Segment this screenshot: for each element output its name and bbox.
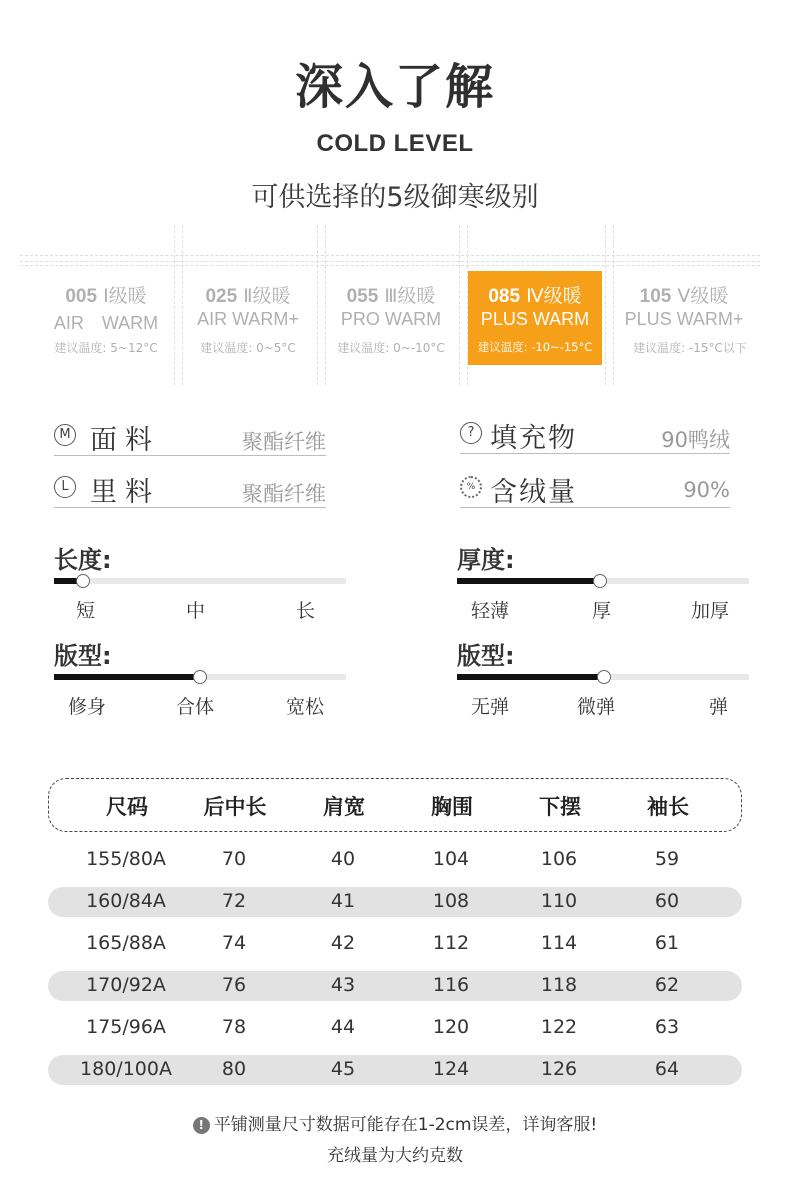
slider-title: 长度: — [54, 546, 112, 574]
header-cell: 袖长 — [647, 795, 689, 819]
table-cell: 155/80A — [86, 848, 166, 870]
table-cell: 175/96A — [86, 1016, 166, 1038]
table-cell: 180/100A — [80, 1058, 172, 1080]
slider-fill — [457, 674, 604, 680]
table-cell: 78 — [221, 1016, 247, 1038]
warmth-level-name: AIR WARM+ — [197, 309, 299, 329]
table-cell: 165/88A — [86, 932, 166, 954]
table-cell: 43 — [330, 974, 356, 996]
warmth-level-name: PLUS WARM+ — [624, 309, 744, 329]
thickness-slider[interactable] — [457, 540, 749, 630]
measurement-note — [0, 1110, 790, 1135]
header-cell: 胸围 — [431, 795, 473, 819]
fit-slider[interactable] — [54, 636, 346, 726]
warmth-level-card[interactable] — [36, 271, 176, 365]
fabric-value: 聚酯纤维 — [242, 430, 326, 454]
slider-track[interactable] — [54, 674, 346, 680]
table-cell: 160/84A — [86, 890, 166, 912]
table-cell: 126 — [540, 1058, 578, 1080]
band-divider — [20, 255, 760, 256]
warmth-level-card[interactable] — [614, 271, 754, 365]
lining-label: 里料 — [90, 477, 160, 508]
slider-knob[interactable] — [597, 670, 611, 684]
warmth-level-code: 085 Ⅳ级暖 — [488, 285, 582, 307]
band-divider — [20, 265, 760, 266]
header-cell: 肩宽 — [323, 795, 365, 819]
header-cell: 下摆 — [539, 795, 581, 819]
slider-title: 版型: — [457, 642, 515, 670]
warmth-level-name: AIR WARM — [53, 313, 159, 333]
warmth-level-band — [0, 225, 790, 385]
table-cell: 41 — [330, 890, 356, 912]
slider-tick-label: 修身 — [68, 696, 107, 718]
table-cell: 44 — [330, 1016, 356, 1038]
table-row — [48, 1013, 742, 1043]
slider-tick-label: 长 — [296, 600, 316, 622]
warmth-level-temp: 建议温度: 0~-10°C — [337, 341, 445, 355]
stretch-slider[interactable] — [457, 636, 749, 726]
table-cell: 124 — [432, 1058, 470, 1080]
down-content-value: 90% — [683, 478, 730, 502]
slider-tick-label: 加厚 — [691, 600, 730, 622]
warning-icon: ! — [193, 1117, 210, 1134]
header-cell: 后中长 — [203, 795, 267, 819]
warmth-level-card[interactable] — [321, 271, 461, 365]
table-cell: 110 — [540, 890, 578, 912]
slider-tick-label: 无弹 — [471, 696, 510, 718]
fill-weight-note: 充绒量为大约克数 — [327, 1146, 463, 1166]
table-cell: 116 — [432, 974, 470, 996]
table-cell: 76 — [221, 974, 247, 996]
table-cell: 120 — [432, 1016, 470, 1038]
table-cell: 42 — [330, 932, 356, 954]
slider-title: 厚度: — [457, 546, 515, 574]
filling-value: 90鸭绒 — [661, 428, 730, 452]
filling-row — [460, 414, 730, 454]
table-cell: 112 — [432, 932, 470, 954]
table-cell: 74 — [221, 932, 247, 954]
warmth-level-code: 025 Ⅱ级暖 — [205, 285, 291, 307]
table-cell: 45 — [330, 1058, 356, 1080]
slider-track[interactable] — [457, 578, 749, 584]
warmth-level-card[interactable] — [178, 271, 318, 365]
filling-label: 填充物 — [490, 423, 577, 454]
band-divider — [605, 225, 606, 385]
table-cell: 64 — [654, 1058, 680, 1080]
table-cell: 106 — [540, 848, 578, 870]
slider-tick-label: 短 — [76, 600, 96, 622]
table-cell: 61 — [654, 932, 680, 954]
slider-tick-label: 合体 — [176, 696, 215, 718]
warmth-level-temp: 建议温度: 0~5°C — [200, 341, 296, 355]
question-icon: ? — [460, 422, 482, 444]
band-divider — [20, 261, 760, 262]
warmth-level-name: PLUS WARM — [480, 309, 590, 329]
table-cell: 63 — [654, 1016, 680, 1038]
table-cell: 72 — [221, 890, 247, 912]
table-cell: 60 — [654, 890, 680, 912]
table-cell: 70 — [221, 848, 247, 870]
slider-tick-label: 宽松 — [286, 696, 325, 718]
slider-track[interactable] — [457, 674, 749, 680]
fabric-label: 面料 — [90, 425, 160, 456]
fabric-m-icon: M — [54, 424, 76, 446]
lining-value: 聚酯纤维 — [242, 482, 326, 506]
table-row — [48, 845, 742, 875]
table-cell: 80 — [221, 1058, 247, 1080]
slider-tick-label: 轻薄 — [471, 600, 510, 622]
warmth-level-temp: 建议温度: -10~-15°C — [477, 340, 593, 354]
table-cell: 40 — [330, 848, 356, 870]
down-content-row — [460, 468, 730, 508]
warmth-level-temp: 建议温度: -15°C以下 — [633, 341, 747, 355]
table-row — [48, 887, 742, 917]
slider-tick-label: 弹 — [709, 696, 729, 718]
warmth-level-card-selected[interactable] — [468, 271, 602, 365]
slider-track[interactable] — [54, 578, 346, 584]
size-table-header — [48, 778, 742, 832]
percent-icon: % — [460, 476, 482, 498]
warmth-level-code: 055 Ⅲ级暖 — [346, 285, 436, 307]
slider-tick-label: 厚 — [592, 600, 612, 622]
warmth-level-temp: 建议温度: 5~12°C — [54, 341, 158, 355]
table-cell: 59 — [654, 848, 680, 870]
slider-fill — [457, 578, 600, 584]
lining-l-icon: L — [54, 476, 76, 498]
slider-knob[interactable] — [193, 670, 207, 684]
length-slider[interactable] — [54, 540, 346, 630]
cold-level-subheading: 可供选择的5级御寒级别 — [251, 182, 539, 213]
measurement-note-text: 平铺测量尺寸数据可能存在1-2cm误差，详询客服! — [213, 1115, 598, 1135]
slider-knob[interactable] — [76, 574, 90, 588]
fabric-row — [54, 416, 326, 456]
table-row — [48, 1055, 742, 1085]
table-cell: 122 — [540, 1016, 578, 1038]
cold-level-heading: COLD LEVEL — [316, 130, 474, 157]
header-cell: 尺码 — [106, 795, 148, 819]
table-cell: 108 — [432, 890, 470, 912]
warmth-level-name: PRO WARM — [340, 309, 442, 329]
table-cell: 114 — [540, 932, 578, 954]
warmth-level-code: 005 Ⅰ级暖 — [65, 285, 147, 307]
table-row — [48, 929, 742, 959]
table-cell: 118 — [540, 974, 578, 996]
slider-fill — [54, 674, 200, 680]
slider-title: 版型: — [54, 642, 112, 670]
page-title: 深入了解 — [294, 59, 495, 115]
table-cell: 170/92A — [86, 974, 166, 996]
table-row — [48, 971, 742, 1001]
warmth-level-code: 105 Ⅴ级暖 — [639, 285, 729, 307]
slider-tick-label: 微弹 — [577, 696, 616, 718]
slider-tick-label: 中 — [186, 600, 206, 622]
slider-knob[interactable] — [593, 574, 607, 588]
lining-row — [54, 468, 326, 508]
table-cell: 62 — [654, 974, 680, 996]
table-cell: 104 — [432, 848, 470, 870]
down-content-label: 含绒量 — [490, 477, 577, 508]
